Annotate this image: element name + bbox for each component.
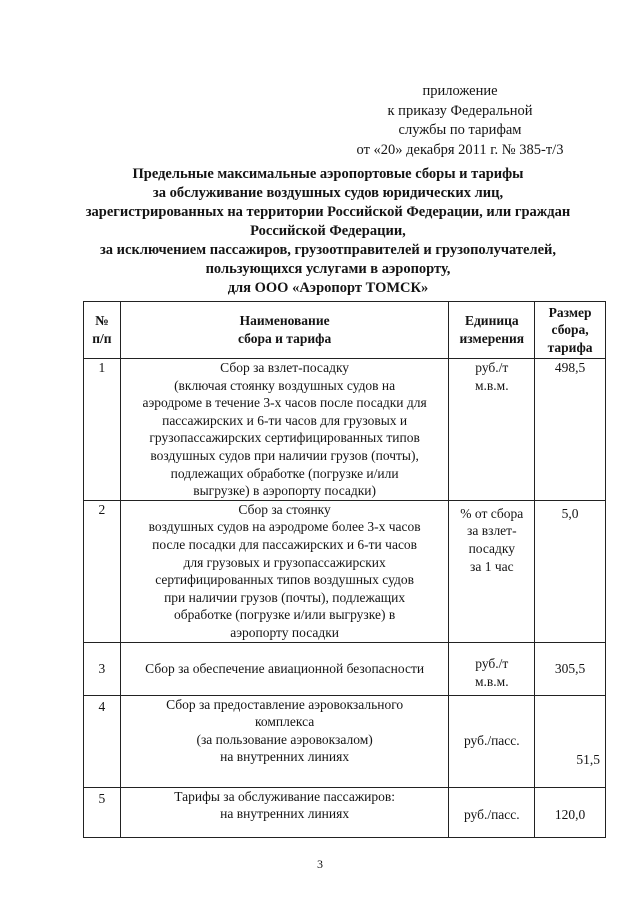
fee-name bbox=[120, 695, 449, 787]
header-text: Размер bbox=[548, 304, 592, 320]
fee-name-line: на внутренних линиях bbox=[220, 749, 350, 765]
fee-name-line: сертифицированных типов воздушных судов bbox=[155, 572, 414, 588]
fee-name-line: Сбор за взлет-посадку bbox=[220, 360, 350, 375]
table-row bbox=[84, 695, 606, 787]
unit-line: % от сбора bbox=[460, 505, 524, 521]
row-number: 4 bbox=[84, 695, 121, 787]
fee-name bbox=[120, 359, 449, 501]
fee-name-line: комплекса bbox=[255, 714, 315, 730]
header-line: к приказу Федеральной bbox=[387, 102, 533, 119]
fee-name bbox=[120, 642, 449, 695]
fee-name-line: на внутренних линиях bbox=[220, 806, 350, 822]
fee-name-line: воздушных судов на аэродроме более 3-х часов bbox=[148, 519, 421, 535]
fee-name-line: пассажирских и 6-ти часов для грузовых и bbox=[162, 412, 408, 428]
header-text: сбора, bbox=[551, 322, 589, 338]
unit-line: руб./т bbox=[475, 655, 509, 671]
title-line: Российской Федерации, bbox=[250, 223, 406, 239]
fee-name-line: грузопассажирских сертифицированных типов bbox=[149, 430, 420, 446]
tariffs-table bbox=[83, 301, 606, 838]
fee-name-line: (включая стоянку воздушных судов на bbox=[174, 377, 396, 393]
title-line: Предельные максимальные аэропортовые сборы и тарифы bbox=[132, 166, 524, 182]
title-line: за исключением пассажиров, грузоотправителей и грузополучателей, bbox=[99, 242, 557, 258]
column-header-name bbox=[120, 302, 449, 359]
fee-name-line: Сбор за обеспечение авиационной безопасности bbox=[145, 660, 425, 676]
fee-value: 498,5 bbox=[535, 359, 606, 501]
column-header-unit bbox=[449, 302, 535, 359]
fee-unit bbox=[449, 359, 535, 501]
fee-value: 120,0 bbox=[535, 787, 606, 837]
fee-name-line: при наличии грузов (почты), подлежащих bbox=[164, 589, 406, 605]
fee-name-line: аэропорту посадки bbox=[230, 624, 340, 640]
unit-line: посадку bbox=[468, 540, 516, 556]
page-number: 3 bbox=[317, 857, 323, 871]
fee-name-line: Тарифы за обслуживание пассажиров: bbox=[174, 788, 395, 804]
header-line: от «20» декабря 2011 г. № 385-т/3 bbox=[356, 141, 564, 158]
table-row bbox=[84, 500, 606, 642]
column-header-value bbox=[535, 302, 606, 359]
fee-name-line: аэродроме в течение 3-х часов после посадки для bbox=[142, 395, 427, 411]
title-line: для ООО «Аэропорт ТОМСК» bbox=[227, 280, 429, 296]
unit-line: руб./пасс. bbox=[463, 733, 520, 749]
fee-unit bbox=[449, 500, 535, 642]
fee-name-line: для грузовых и грузопассажирских bbox=[183, 554, 386, 570]
title-line: зарегистрированных на территории Российской Федерации, или граждан bbox=[85, 204, 571, 220]
header-line: приложение bbox=[422, 83, 498, 99]
fee-unit bbox=[449, 787, 535, 837]
unit-line: за 1 час bbox=[470, 558, 514, 574]
table-row bbox=[84, 642, 606, 695]
fee-value: 51,5 bbox=[535, 695, 606, 787]
fee-unit bbox=[449, 642, 535, 695]
header-text: № bbox=[95, 313, 109, 329]
unit-line: за взлет- bbox=[467, 523, 517, 539]
fee-name-line: воздушных судов при наличии грузов (почты), bbox=[150, 447, 419, 463]
fee-name bbox=[120, 500, 449, 642]
table-header-row bbox=[84, 302, 606, 359]
row-number: 5 bbox=[84, 787, 121, 837]
row-number: 1 bbox=[84, 359, 121, 501]
fee-name-line: Сбор за предоставление аэровокзального bbox=[166, 696, 404, 712]
unit-line: м.в.м. bbox=[475, 673, 509, 689]
row-number: 3 bbox=[84, 642, 121, 695]
header-text: Наименование bbox=[239, 313, 330, 329]
header-text: тарифа bbox=[547, 339, 593, 355]
table-row bbox=[84, 787, 606, 837]
header-line: службы по тарифам bbox=[398, 122, 522, 138]
unit-line: руб./пасс. bbox=[463, 806, 520, 822]
row-number: 2 bbox=[84, 500, 121, 642]
fee-unit bbox=[449, 695, 535, 787]
header-text: сбора и тарифа bbox=[238, 331, 332, 346]
fee-name-line: после посадки для пассажирских и 6-ти часов bbox=[152, 536, 418, 552]
unit-line: м.в.м. bbox=[475, 377, 509, 393]
header-text: Единица bbox=[464, 313, 519, 329]
fee-value: 305,5 bbox=[535, 642, 606, 695]
title-line: пользующихся услугами в аэропорту, bbox=[205, 261, 451, 277]
fee-name bbox=[120, 787, 449, 837]
fee-name-line: выгрузке) в аэропорту посадки) bbox=[193, 483, 376, 499]
table-row bbox=[84, 359, 606, 501]
title-line: за обслуживание воздушных судов юридических лиц, bbox=[152, 185, 504, 201]
header-text: п/п bbox=[92, 331, 112, 346]
fee-value: 5,0 bbox=[535, 500, 606, 642]
document-title bbox=[58, 165, 598, 298]
column-header-number bbox=[84, 302, 121, 359]
fee-name-line: (за пользование аэровокзалом) bbox=[196, 731, 373, 747]
unit-line: руб./т bbox=[475, 360, 509, 375]
fee-name-line: обработке (погрузке и/или выгрузке) в bbox=[174, 607, 396, 623]
fee-name-line: Сбор за стоянку bbox=[238, 501, 331, 517]
header-text: измерения bbox=[459, 331, 525, 346]
order-reference-header bbox=[330, 82, 590, 160]
fee-name-line: подлежащих обработке (погрузке и/или bbox=[170, 465, 399, 481]
